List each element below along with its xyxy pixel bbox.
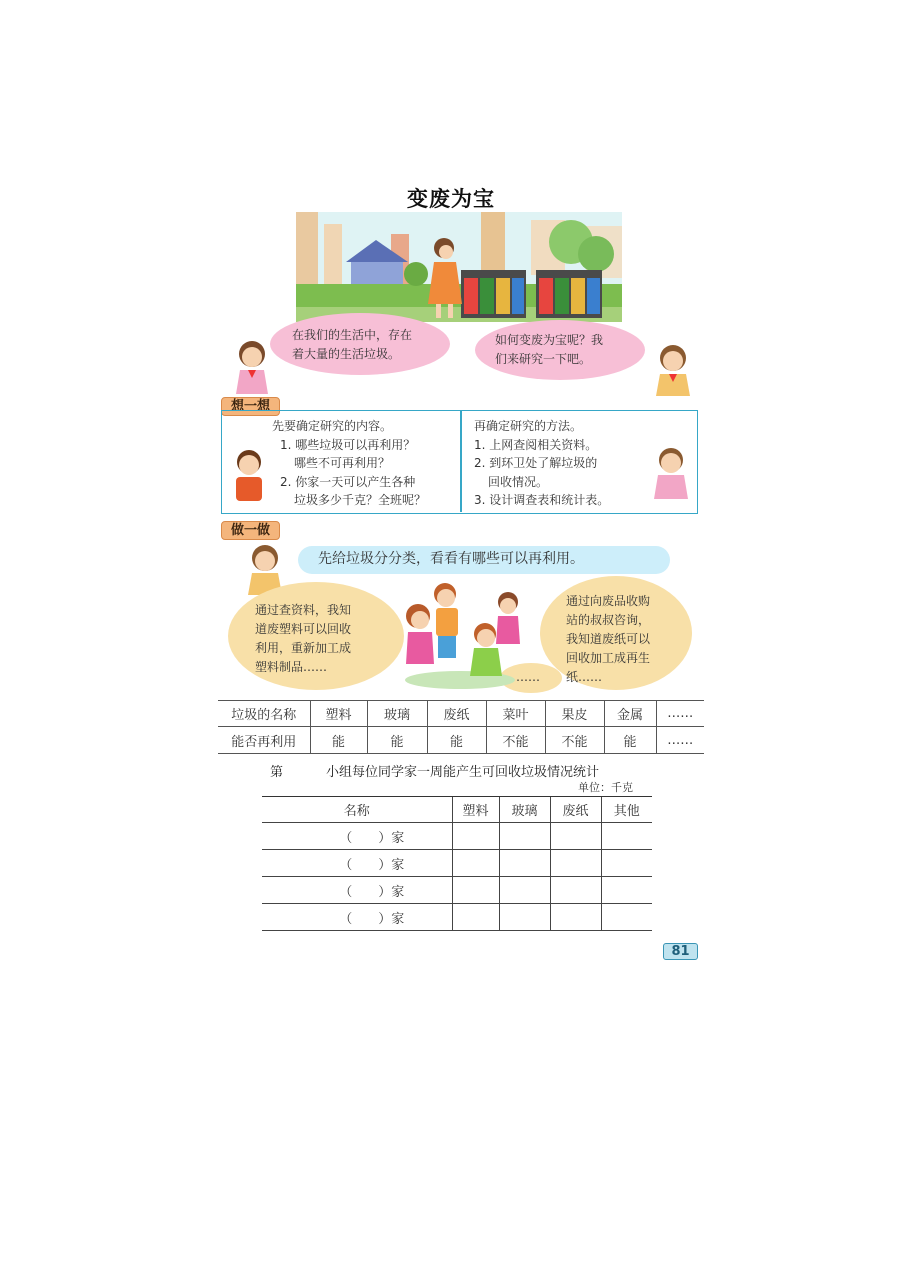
think-left-line: 2. 你家一天可以产生各种 [280, 474, 416, 489]
sort-table-cell: 能 [310, 727, 367, 754]
speech-left-line: 着大量的生活垃圾。 [292, 347, 401, 361]
recycling-scene-illustration [296, 212, 622, 322]
girl-character-illustration-right [652, 342, 694, 396]
stat-cell[interactable] [499, 850, 550, 877]
stat-cell[interactable] [550, 823, 601, 850]
sort-table-cell: 果皮 [545, 701, 604, 727]
think-left-line: 垃圾多少千克？全班呢？ [294, 493, 427, 507]
stat-cell[interactable] [452, 823, 499, 850]
sort-table-cell: 能 [604, 727, 656, 754]
small-speech-bubble: …… [500, 663, 562, 693]
stat-cell[interactable] [452, 850, 499, 877]
stat-cell[interactable] [601, 877, 652, 904]
stat-header-cell: 玻璃 [499, 797, 550, 823]
plastic-bubble-line: 道废塑料可以回收 [255, 622, 352, 636]
sort-table-cell: 废纸 [427, 701, 486, 727]
speech-right-line: 如何变废为宝呢？我 [495, 333, 604, 347]
speech-bubble-plastic [228, 582, 404, 690]
stat-cell[interactable] [499, 823, 550, 850]
sort-table-cell: 能 [427, 727, 486, 754]
plastic-bubble-line: 塑料制品…… [255, 660, 328, 674]
speech-left-line: 在我们的生活中，存在 [292, 328, 413, 342]
sort-table-row-names [218, 701, 704, 727]
stat-row-label: （ ）家 [262, 877, 452, 904]
think-divider [460, 411, 462, 512]
stat-row-label: （ ）家 [262, 850, 452, 877]
stat-cell[interactable] [601, 823, 652, 850]
stat-cell[interactable] [550, 877, 601, 904]
page-number: 81 [663, 943, 698, 960]
plastic-bubble-line: 通过查资料，我知 [255, 603, 352, 617]
boy-character-illustration [230, 447, 268, 501]
sort-table-cell: …… [656, 727, 704, 754]
sort-table-cell: 金属 [604, 701, 656, 727]
sort-table-cell: 不能 [486, 727, 545, 754]
stat-row-label: （ ）家 [262, 823, 452, 850]
stat-table [262, 796, 652, 931]
stat-cell[interactable] [499, 877, 550, 904]
sort-table-cell: 能否再利用 [218, 727, 310, 754]
sort-table-cell: 玻璃 [367, 701, 427, 727]
stat-header-cell: 塑料 [452, 797, 499, 823]
do-section-tag: 做一做 [221, 521, 280, 540]
sort-table-cell: 塑料 [310, 701, 367, 727]
stat-table-row [262, 904, 652, 931]
stat-caption-prefix: 第 [270, 765, 284, 780]
paper-bubble-line: 回收加工成再生 [566, 651, 651, 665]
stat-table-row [262, 823, 652, 850]
stat-header-cell: 其他 [601, 797, 652, 823]
stat-header-cell: 废纸 [550, 797, 601, 823]
page-title: 变废为宝 [407, 187, 495, 211]
stat-cell[interactable] [550, 850, 601, 877]
stat-table-caption: 小组每位同学家一周能产生可回收垃圾情况统计 [326, 765, 600, 780]
stat-row-label: （ ）家 [262, 904, 452, 931]
stat-cell[interactable] [601, 904, 652, 931]
paper-bubble-line: 通过向废品收购 [566, 594, 651, 608]
speech-right-line: 们来研究一下吧。 [495, 352, 592, 366]
think-left-line: 哪些不可再利用？ [294, 456, 391, 470]
girl-character-illustration-think [652, 445, 690, 499]
think-right-line: 回收情况。 [488, 474, 549, 489]
sort-table [218, 700, 704, 754]
paper-bubble-line: 纸…… [566, 670, 603, 684]
girl-character-illustration [232, 338, 272, 394]
stat-table-row [262, 877, 652, 904]
stat-cell[interactable] [550, 904, 601, 931]
stat-header-cell: 名称 [262, 797, 452, 823]
stat-cell[interactable] [499, 904, 550, 931]
stat-table-unit: 单位：千克 [578, 781, 633, 794]
think-left-line: 先要确定研究的内容。 [272, 419, 393, 433]
sort-table-cell: 菜叶 [486, 701, 545, 727]
sort-table-cell: 不能 [545, 727, 604, 754]
think-right-line: 再确定研究的方法。 [474, 419, 583, 433]
children-group-illustration [400, 580, 520, 690]
stat-table-row [262, 850, 652, 877]
speech-bubble-paper [540, 576, 692, 690]
think-right-column [474, 417, 609, 510]
think-right-line: 3. 设计调查表和统计表。 [474, 493, 610, 507]
stat-table-header-row [262, 797, 652, 823]
paper-bubble-line: 我知道废纸可以 [566, 632, 651, 646]
sort-table-cell: …… [656, 701, 704, 727]
plastic-bubble-line: 利用，重新加工成 [255, 641, 352, 655]
think-right-line: 2. 到环卫处了解垃圾的 [474, 456, 598, 470]
sort-table-cell: 能 [367, 727, 427, 754]
think-right-line: 1. 上网查阅相关资料。 [474, 437, 598, 452]
paper-bubble-line: 站的叔叔咨询， [566, 613, 651, 627]
sort-table-row-reuse [218, 727, 704, 754]
stat-cell[interactable] [452, 904, 499, 931]
think-section-tag: 想一想 [221, 397, 280, 416]
speech-bubble-right [475, 320, 645, 380]
sort-table-cell: 垃圾的名称 [218, 701, 310, 727]
stat-cell[interactable] [601, 850, 652, 877]
speech-bubble-left [270, 313, 450, 375]
instruction-bubble: 先给垃圾分分类，看看有哪些可以再利用。 [298, 546, 670, 574]
stat-cell[interactable] [452, 877, 499, 904]
think-box [221, 410, 698, 514]
think-left-line: 1. 哪些垃圾可以再利用？ [280, 437, 416, 452]
think-left-column [272, 417, 426, 510]
